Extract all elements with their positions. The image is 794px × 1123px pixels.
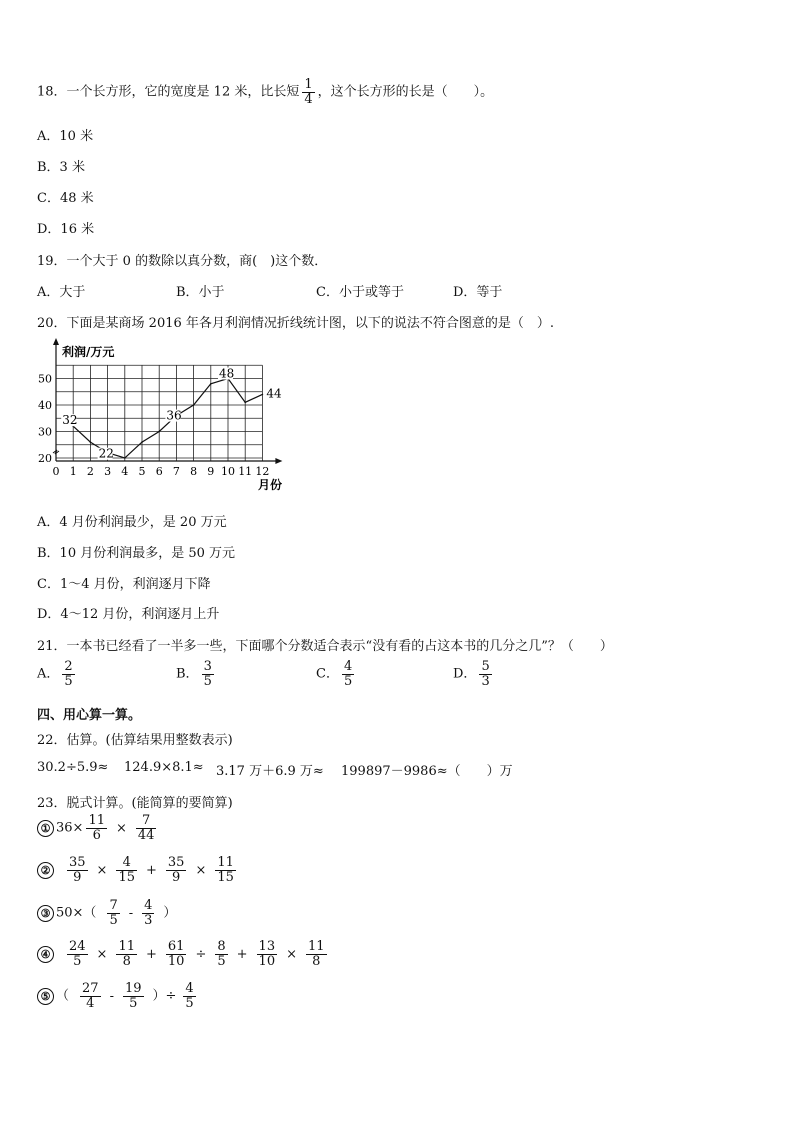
chart-data-labels — [61, 367, 282, 461]
q19-option-a[interactable]: A．大于 — [37, 285, 86, 300]
q21-d-den: 3 — [481, 673, 490, 689]
x-tick-label: 6 — [155, 465, 163, 478]
chart-x-label: 月份 — [258, 478, 283, 492]
q22-item-3: 3.17 万＋6.9 万≈ — [216, 764, 324, 779]
circled-number-5: ⑤ — [37, 988, 54, 1005]
data-point — [244, 402, 246, 404]
q23-m3-tail: ） — [163, 905, 177, 921]
q21-a-den: 5 — [64, 673, 73, 689]
q23-problem-1: ① 36× $\frac{11}{6}$ × $\frac{7}{44}$ — [37, 814, 159, 842]
x-tick-label: 3 — [104, 465, 112, 478]
q21-option-d-letter: D． — [453, 666, 477, 682]
q21-a-num: 2 — [64, 659, 73, 674]
x-tick-label: 8 — [190, 465, 198, 478]
q18-frac-num: 1 — [304, 77, 313, 92]
x-tick-label: 11 — [238, 465, 253, 478]
q20-option-a[interactable]: A．4 月份利润最少，是 20 万元 — [37, 515, 227, 530]
q21-b-num: 3 — [203, 659, 212, 674]
x-tick-label: 0 — [52, 465, 60, 478]
q21-option-a-letter: A． — [37, 666, 60, 682]
circled-number-1: ① — [37, 820, 54, 837]
question-20: 20．下面是某商场 2016 年各月利润情况折线统计图，以下的说法不符合图意的是（ ）. — [37, 316, 555, 331]
circled-number-4: ④ — [37, 946, 54, 963]
q18-option-b[interactable]: B．3 米 — [37, 160, 85, 175]
chart-y-label: 利润/万元 — [62, 345, 115, 359]
data-point — [210, 383, 212, 385]
x-tick-label: 7 — [172, 465, 180, 478]
q18-option-c[interactable]: C．48 米 — [37, 191, 94, 206]
data-point — [262, 394, 264, 396]
q23-m3-lead: 50×（ — [56, 905, 97, 921]
q23-problem-3: ③ 50×（ $\frac{7}{5}$ - $\frac{4}{3}$ ） — [37, 899, 176, 927]
question-21: 21．一本书已经看了一半多一些，下面哪个分数适合表示“没有看的占这本书的几分之几”？（ ） — [37, 639, 613, 654]
q20-option-c[interactable]: C．1～4 月份，利润逐月下降 — [37, 577, 211, 592]
q20-option-d[interactable]: D．4～12 月份，利润逐月上升 — [37, 607, 220, 622]
y-axis-arrow — [53, 338, 59, 345]
q22-item-2: 124.9×8.1≈ — [124, 760, 204, 775]
section-heading-4: 四、用心算一算。 — [37, 708, 142, 723]
question-18 — [37, 78, 493, 106]
q22-item-1: 30.2÷5.9≈ — [37, 760, 109, 775]
y-tick-label: 40 — [38, 399, 52, 412]
y-tick-label: 30 — [38, 425, 52, 439]
q19-option-d[interactable]: D．等于 — [453, 285, 503, 300]
profit-line-chart — [30, 336, 300, 496]
data-point — [90, 441, 92, 443]
q23-problem-2: ② $\frac{35}{9}$ × $\frac{4}{15}$ + $\frac{35}{9}$ × $\frac{11}{15}$ — [37, 856, 239, 884]
q21-d-num: 5 — [481, 659, 490, 674]
q22-item-4: 199897－9986≈（ ）万 — [341, 764, 513, 779]
data-point — [193, 404, 195, 406]
axis-break-mark — [53, 450, 59, 454]
question-22: 22．估算。(估算结果用整数表示) — [37, 733, 233, 748]
q19-option-b[interactable]: B．小于 — [176, 285, 225, 300]
q18-option-a[interactable]: A．10 米 — [37, 129, 94, 144]
question-23: 23．脱式计算。(能简算的要简算) — [37, 796, 233, 811]
x-tick-label: 1 — [69, 465, 77, 478]
y-tick-label: 20 — [38, 452, 52, 465]
x-tick-label: 4 — [121, 465, 129, 478]
x-tick-label: 5 — [138, 465, 146, 478]
q23-m1-lead: 36× — [56, 820, 84, 836]
q18-text-a: 18．一个长方形，它的宽度是 12 米，比长短 — [37, 84, 300, 100]
data-point — [158, 431, 160, 433]
data-label: 22 — [98, 446, 114, 461]
q21-option-a[interactable] — [37, 660, 78, 688]
q18-frac-den: 4 — [304, 91, 313, 107]
q21-option-b[interactable] — [176, 660, 217, 688]
q23-problem-4: ④ $\frac{24}{5}$ × $\frac{11}{8}$ + $\frac{61}{10}$ ÷ $\frac{8}{5}$ + $\frac{13}{10}$ × $\frac{11}{8}$ — [37, 940, 330, 968]
data-point — [141, 441, 143, 443]
data-label: 44 — [266, 386, 282, 401]
q21-option-c[interactable] — [316, 660, 357, 688]
circled-number-3: ③ — [37, 905, 54, 922]
q18-fraction — [302, 78, 314, 106]
question-19: 19．一个大于 0 的数除以真分数，商( )这个数． — [37, 254, 328, 269]
q23-m5-tail: ）÷ — [152, 988, 177, 1004]
q18-option-d[interactable]: D．16 米 — [37, 222, 95, 237]
q23-m5-lead: （ — [56, 988, 70, 1004]
q21-c-den: 5 — [343, 673, 353, 689]
data-label: 32 — [62, 413, 78, 428]
x-tick-label: 12 — [255, 465, 270, 478]
q21-option-b-letter: B． — [176, 666, 199, 682]
q19-option-c[interactable]: C．小于或等于 — [316, 285, 404, 300]
x-tick-label: 9 — [207, 465, 215, 478]
q20-option-b[interactable]: B．10 月份利润最多，是 50 万元 — [37, 546, 236, 561]
y-tick-label: 50 — [38, 372, 52, 386]
q21-b-den: 5 — [203, 673, 212, 689]
x-tick-label: 10 — [221, 465, 235, 478]
x-axis-arrow — [275, 458, 282, 464]
x-tick-label: 2 — [86, 465, 94, 478]
q21-option-d[interactable] — [453, 660, 495, 688]
data-point — [124, 457, 126, 459]
circled-number-2: ② — [37, 862, 54, 879]
data-label: 36 — [166, 408, 182, 423]
q18-text-b: ，这个长方形的长是（ ）。 — [317, 84, 494, 100]
q21-option-c-letter: C． — [316, 666, 339, 682]
q21-c-num: 4 — [343, 659, 353, 674]
q23-problem-5: ⑤ （ $\frac{27}{4}$ - $\frac{19}{5}$ ）÷ $\frac{4}{5}$ — [37, 982, 199, 1010]
data-label: 48 — [219, 366, 235, 381]
